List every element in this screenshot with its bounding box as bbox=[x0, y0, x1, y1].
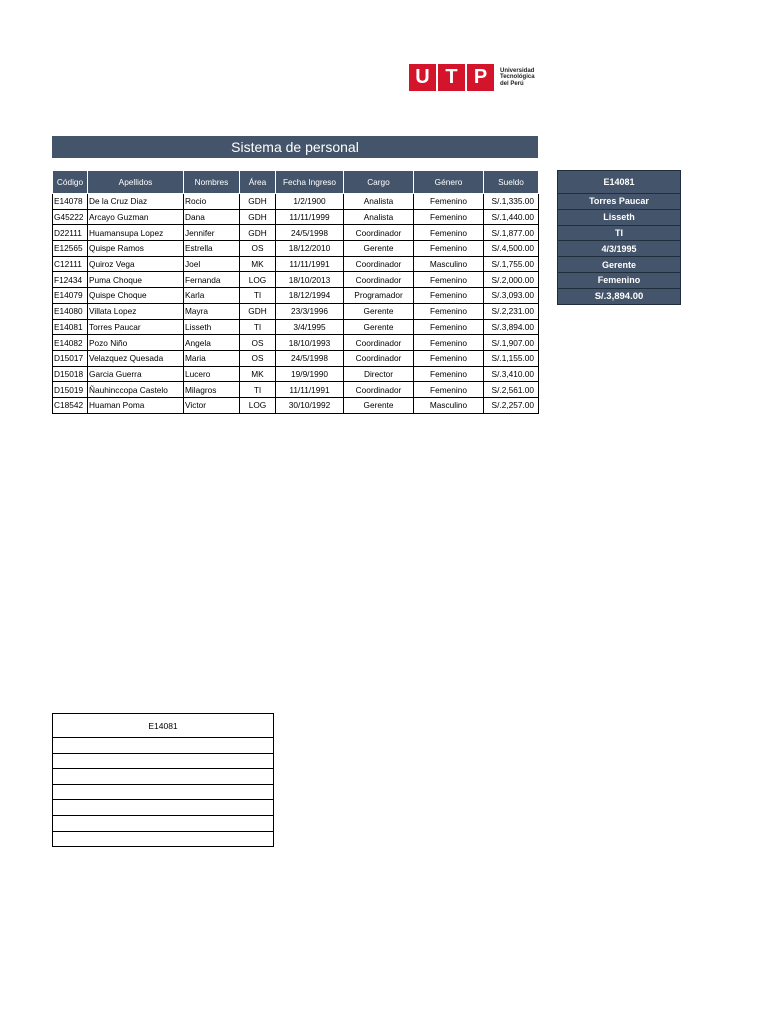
logo-text-line: del Perú bbox=[500, 80, 524, 87]
cell-nombres[interactable]: Joel bbox=[184, 256, 240, 272]
cell-codigo[interactable]: E14080 bbox=[53, 303, 88, 319]
cell-sueldo[interactable]: S/.1,755.00 bbox=[484, 256, 539, 272]
cell-area[interactable]: TI bbox=[240, 382, 276, 398]
cell-nombres[interactable]: Mayra bbox=[184, 303, 240, 319]
cell-cargo[interactable]: Programador bbox=[344, 288, 414, 304]
cell-cargo[interactable]: Coordinador bbox=[344, 335, 414, 351]
cell-cargo[interactable]: Coordinador bbox=[344, 256, 414, 272]
cell-nombres[interactable]: Jennifer bbox=[184, 225, 240, 241]
cell-genero[interactable]: Femenino bbox=[414, 272, 484, 288]
cell-fecha[interactable]: 1/2/1900 bbox=[276, 194, 344, 210]
cell-nombres[interactable]: Rocio bbox=[184, 194, 240, 210]
table-row bbox=[53, 350, 539, 366]
table-row bbox=[53, 335, 539, 351]
cell-codigo[interactable]: D15018 bbox=[53, 366, 88, 382]
cell-genero[interactable]: Femenino bbox=[414, 335, 484, 351]
lookup-table bbox=[52, 713, 274, 847]
cell-apellidos[interactable]: Huaman Poma bbox=[88, 397, 184, 413]
cell-fecha[interactable]: 18/12/2010 bbox=[276, 241, 344, 257]
summary-apellidos[interactable]: Torres Paucar bbox=[558, 194, 681, 210]
cell-fecha[interactable]: 23/3/1996 bbox=[276, 303, 344, 319]
cell-fecha[interactable]: 30/10/1992 bbox=[276, 397, 344, 413]
cell-cargo[interactable]: Gerente bbox=[344, 241, 414, 257]
lookup-cell[interactable] bbox=[53, 784, 274, 800]
cell-apellidos[interactable]: Torres Paucar bbox=[88, 319, 184, 335]
cell-apellidos[interactable]: Quispe Choque bbox=[88, 288, 184, 304]
cell-apellidos[interactable]: Arcayo Guzman bbox=[88, 209, 184, 225]
cell-codigo[interactable]: G45222 bbox=[53, 209, 88, 225]
cell-genero[interactable]: Femenino bbox=[414, 225, 484, 241]
cell-codigo[interactable]: D15019 bbox=[53, 382, 88, 398]
cell-area[interactable]: GDH bbox=[240, 209, 276, 225]
cell-genero[interactable]: Femenino bbox=[414, 350, 484, 366]
cell-codigo[interactable]: E14078 bbox=[53, 194, 88, 210]
cell-apellidos[interactable]: Garcia Guerra bbox=[88, 366, 184, 382]
cell-area[interactable]: TI bbox=[240, 319, 276, 335]
table-row bbox=[53, 194, 539, 210]
cell-sueldo[interactable]: S/.1,440.00 bbox=[484, 209, 539, 225]
cell-sueldo[interactable]: S/.2,257.00 bbox=[484, 397, 539, 413]
personnel-table bbox=[52, 170, 539, 414]
cell-nombres[interactable]: Dana bbox=[184, 209, 240, 225]
cell-apellidos[interactable]: Pozo Niño bbox=[88, 335, 184, 351]
cell-sueldo[interactable]: S/.2,561.00 bbox=[484, 382, 539, 398]
cell-codigo[interactable]: D15017 bbox=[53, 350, 88, 366]
header-cargo: Cargo bbox=[344, 171, 414, 194]
logo-text-line: Tecnológica bbox=[500, 74, 535, 81]
cell-cargo[interactable]: Gerente bbox=[344, 397, 414, 413]
cell-codigo[interactable]: C12111 bbox=[53, 256, 88, 272]
header-genero: Género bbox=[414, 171, 484, 194]
cell-area[interactable]: TI bbox=[240, 288, 276, 304]
summary-sueldo[interactable]: S/.3,894.00 bbox=[558, 288, 681, 304]
cell-area[interactable]: GDH bbox=[240, 225, 276, 241]
logo-letter-t: T bbox=[438, 64, 465, 91]
cell-area[interactable]: OS bbox=[240, 350, 276, 366]
cell-nombres[interactable]: Lisseth bbox=[184, 319, 240, 335]
header-sueldo: Sueldo bbox=[484, 171, 539, 194]
cell-apellidos[interactable]: Velazquez Quesada bbox=[88, 350, 184, 366]
cell-nombres[interactable]: Maria bbox=[184, 350, 240, 366]
cell-genero[interactable]: Femenino bbox=[414, 209, 484, 225]
lookup-cell[interactable] bbox=[53, 800, 274, 816]
header-apellidos: Apellidos bbox=[88, 171, 184, 194]
cell-sueldo[interactable]: S/.2,000.00 bbox=[484, 272, 539, 288]
cell-apellidos[interactable]: Quispe Ramos bbox=[88, 241, 184, 257]
cell-fecha[interactable]: 18/10/2013 bbox=[276, 272, 344, 288]
page-title: Sistema de personal bbox=[52, 136, 538, 158]
cell-codigo[interactable]: F12434 bbox=[53, 272, 88, 288]
lookup-cell[interactable] bbox=[53, 753, 274, 769]
table-row bbox=[53, 209, 539, 225]
cell-apellidos[interactable]: Huamansupa Lopez bbox=[88, 225, 184, 241]
cell-cargo[interactable]: Analista bbox=[344, 209, 414, 225]
cell-sueldo[interactable]: S/.1,907.00 bbox=[484, 335, 539, 351]
cell-apellidos[interactable]: Villata Lopez bbox=[88, 303, 184, 319]
cell-fecha[interactable]: 18/12/1994 bbox=[276, 288, 344, 304]
utp-logo bbox=[409, 64, 548, 91]
lookup-cell[interactable] bbox=[53, 815, 274, 831]
header-area: Área bbox=[240, 171, 276, 194]
table-row bbox=[53, 241, 539, 257]
cell-fecha[interactable]: 11/11/1999 bbox=[276, 209, 344, 225]
cell-fecha[interactable]: 11/11/1991 bbox=[276, 256, 344, 272]
cell-codigo[interactable]: C18542 bbox=[53, 397, 88, 413]
cell-sueldo[interactable]: S/.4,500.00 bbox=[484, 241, 539, 257]
cell-fecha[interactable]: 3/4/1995 bbox=[276, 319, 344, 335]
cell-cargo[interactable]: Gerente bbox=[344, 303, 414, 319]
cell-genero[interactable]: Femenino bbox=[414, 288, 484, 304]
summary-cargo[interactable]: Gerente bbox=[558, 257, 681, 273]
cell-area[interactable]: GDH bbox=[240, 303, 276, 319]
cell-nombres[interactable]: Fernanda bbox=[184, 272, 240, 288]
table-header-row bbox=[53, 171, 539, 194]
cell-genero[interactable]: Masculino bbox=[414, 397, 484, 413]
table-row bbox=[53, 288, 539, 304]
cell-apellidos[interactable]: Puma Choque bbox=[88, 272, 184, 288]
cell-fecha[interactable]: 18/10/1993 bbox=[276, 335, 344, 351]
cell-area[interactable]: GDH bbox=[240, 194, 276, 210]
cell-sueldo[interactable]: S/.3,894.00 bbox=[484, 319, 539, 335]
cell-codigo[interactable]: E14079 bbox=[53, 288, 88, 304]
cell-cargo[interactable]: Coordinador bbox=[344, 272, 414, 288]
cell-sueldo[interactable]: S/.3,410.00 bbox=[484, 366, 539, 382]
cell-area[interactable]: LOG bbox=[240, 397, 276, 413]
logo-text bbox=[500, 68, 548, 88]
cell-cargo[interactable]: Gerente bbox=[344, 319, 414, 335]
cell-fecha[interactable]: 24/5/1998 bbox=[276, 225, 344, 241]
cell-apellidos[interactable]: De la Cruz Diaz bbox=[88, 194, 184, 210]
cell-nombres[interactable]: Victor bbox=[184, 397, 240, 413]
table-row bbox=[53, 272, 539, 288]
cell-sueldo[interactable]: S/.2,231.00 bbox=[484, 303, 539, 319]
cell-area[interactable]: MK bbox=[240, 366, 276, 382]
table-row bbox=[53, 303, 539, 319]
lookup-cell[interactable] bbox=[53, 738, 274, 754]
lookup-cell[interactable] bbox=[53, 769, 274, 785]
summary-fecha[interactable]: 4/3/1995 bbox=[558, 241, 681, 257]
summary-code[interactable]: E14081 bbox=[558, 171, 681, 194]
logo-text-line: Universidad bbox=[500, 67, 535, 74]
header-codigo: Código bbox=[53, 171, 88, 194]
cell-fecha[interactable]: 24/5/1998 bbox=[276, 350, 344, 366]
header-fecha-ingreso: Fecha Ingreso bbox=[276, 171, 344, 194]
cell-apellidos[interactable]: Ñauhinccopa Castelo bbox=[88, 382, 184, 398]
cell-cargo[interactable]: Coordinador bbox=[344, 350, 414, 366]
cell-genero[interactable]: Femenino bbox=[414, 319, 484, 335]
cell-sueldo[interactable]: S/.3,093.00 bbox=[484, 288, 539, 304]
cell-cargo[interactable]: Coordinador bbox=[344, 382, 414, 398]
cell-area[interactable]: OS bbox=[240, 241, 276, 257]
summary-nombres[interactable]: Lisseth bbox=[558, 209, 681, 225]
cell-nombres[interactable]: Angela bbox=[184, 335, 240, 351]
cell-apellidos[interactable]: Quiroz Vega bbox=[88, 256, 184, 272]
cell-genero[interactable]: Femenino bbox=[414, 194, 484, 210]
cell-area[interactable]: OS bbox=[240, 335, 276, 351]
cell-genero[interactable]: Masculino bbox=[414, 256, 484, 272]
cell-genero[interactable]: Femenino bbox=[414, 366, 484, 382]
cell-nombres[interactable]: Estrella bbox=[184, 241, 240, 257]
cell-codigo[interactable]: D22111 bbox=[53, 225, 88, 241]
table-row bbox=[53, 225, 539, 241]
cell-cargo[interactable]: Coordinador bbox=[344, 225, 414, 241]
cell-genero[interactable]: Femenino bbox=[414, 303, 484, 319]
table-row bbox=[53, 397, 539, 413]
cell-genero[interactable]: Femenino bbox=[414, 241, 484, 257]
cell-nombres[interactable]: Milagros bbox=[184, 382, 240, 398]
lookup-code[interactable]: E14081 bbox=[53, 714, 274, 738]
employee-summary-panel bbox=[557, 170, 681, 305]
cell-cargo[interactable]: Director bbox=[344, 366, 414, 382]
cell-nombres[interactable]: Karla bbox=[184, 288, 240, 304]
cell-codigo[interactable]: E14082 bbox=[53, 335, 88, 351]
cell-codigo[interactable]: E14081 bbox=[53, 319, 88, 335]
header-nombres: Nombres bbox=[184, 171, 240, 194]
logo-letter-p: P bbox=[467, 64, 494, 91]
cell-fecha[interactable]: 11/11/1991 bbox=[276, 382, 344, 398]
table-row bbox=[53, 382, 539, 398]
cell-fecha[interactable]: 19/9/1990 bbox=[276, 366, 344, 382]
summary-genero[interactable]: Femenino bbox=[558, 272, 681, 288]
table-row bbox=[53, 319, 539, 335]
cell-sueldo[interactable]: S/.1,335.00 bbox=[484, 194, 539, 210]
cell-codigo[interactable]: E12565 bbox=[53, 241, 88, 257]
logo-letter-u: U bbox=[409, 64, 436, 91]
cell-sueldo[interactable]: S/.1,155.00 bbox=[484, 350, 539, 366]
cell-genero[interactable]: Femenino bbox=[414, 382, 484, 398]
cell-nombres[interactable]: Lucero bbox=[184, 366, 240, 382]
summary-area[interactable]: TI bbox=[558, 225, 681, 241]
table-row bbox=[53, 366, 539, 382]
cell-cargo[interactable]: Analista bbox=[344, 194, 414, 210]
cell-sueldo[interactable]: S/.1,877.00 bbox=[484, 225, 539, 241]
table-row bbox=[53, 256, 539, 272]
lookup-cell[interactable] bbox=[53, 831, 274, 847]
cell-area[interactable]: LOG bbox=[240, 272, 276, 288]
cell-area[interactable]: MK bbox=[240, 256, 276, 272]
